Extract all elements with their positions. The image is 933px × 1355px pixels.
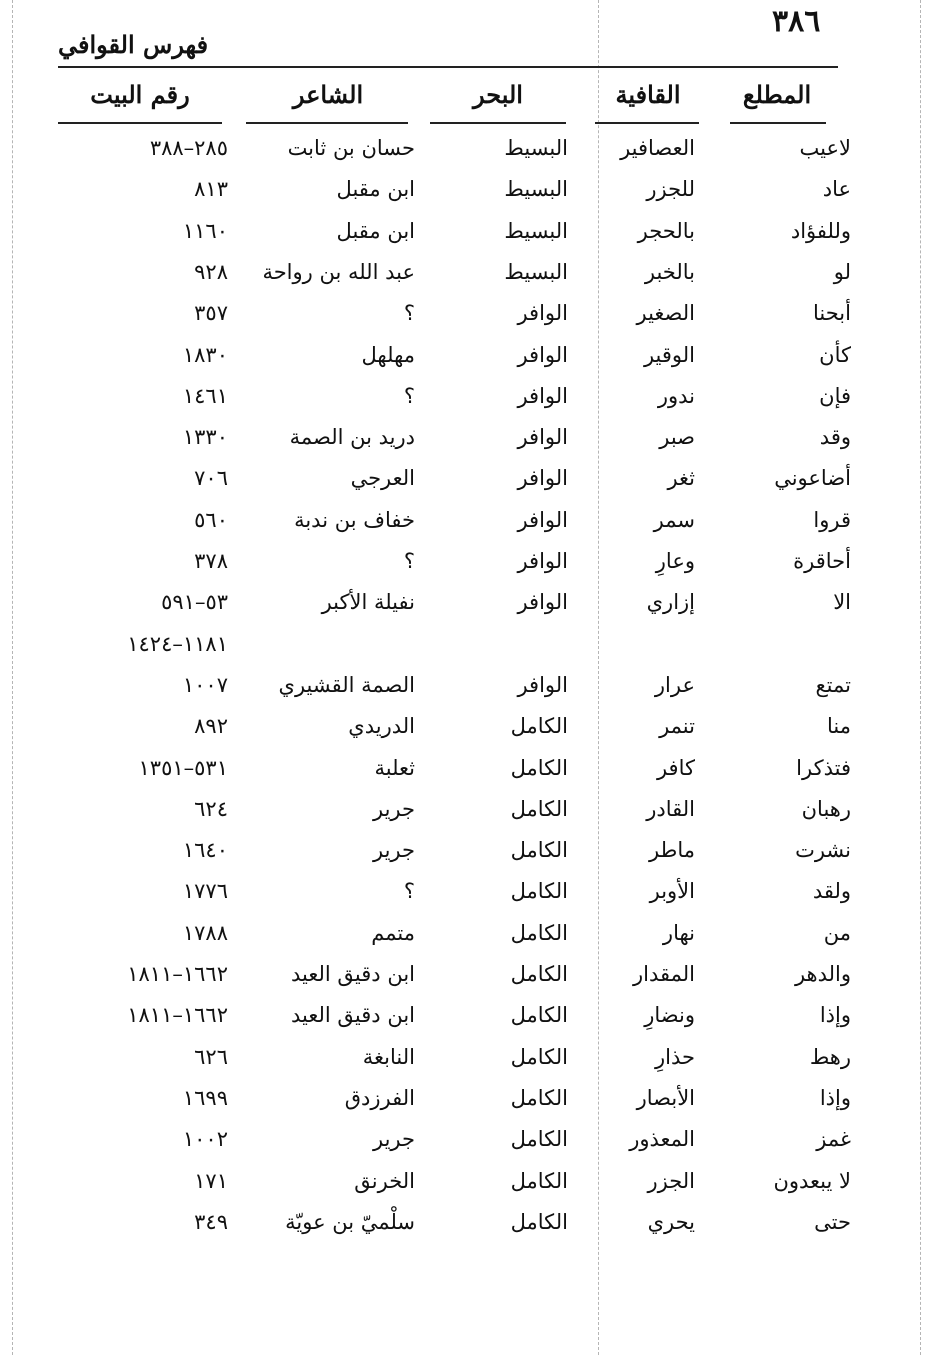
row-matla: غمز	[816, 1127, 851, 1152]
row-matla: لاعيب	[799, 136, 851, 160]
row-qafia: إزاري	[646, 590, 695, 615]
row-matla: أحاقرة	[793, 549, 851, 573]
row-matla: تمتع	[815, 672, 851, 697]
row-matla: رهط	[809, 1044, 851, 1069]
row-bahr: البسيط	[504, 259, 568, 284]
row-raqm: ٦٢٦	[194, 1044, 228, 1069]
row-matla: أبحنا	[813, 301, 851, 326]
row-qafia: ونضارِ	[644, 1003, 695, 1028]
row-bahr: الكامل	[510, 714, 568, 739]
row-qafia: سمر	[653, 507, 695, 532]
row-shaer: الفرزدق	[344, 1085, 415, 1110]
table-row	[0, 460, 933, 501]
row-shaer: مهلهل	[361, 342, 415, 367]
row-bahr: البسيط	[504, 218, 568, 243]
row-matla: حتى	[814, 1209, 851, 1234]
row-qafia: نهار	[662, 920, 695, 945]
col-header-bahr-underline	[430, 122, 566, 124]
row-shaer: نفيلة الأكبر	[321, 590, 415, 615]
row-shaer: متمم	[371, 920, 415, 945]
row-bahr: الوافر	[517, 342, 568, 367]
row-bahr: الكامل	[510, 1085, 568, 1110]
row-qafia: ندور	[657, 383, 695, 408]
row-raqm: ١٦٤٠	[182, 838, 228, 863]
col-header-shaer: الشاعر	[292, 80, 364, 109]
col-header-shaer-underline	[246, 122, 408, 124]
row-bahr: البسيط	[504, 177, 568, 202]
row-bahr: الكامل	[510, 1209, 568, 1234]
row-shaer: ابن مقبل	[336, 218, 415, 243]
row-qafia: صبر	[659, 425, 695, 450]
row-raqm: ١٠٠٢	[182, 1127, 228, 1152]
row-raqm: ١٣٣٠	[182, 425, 228, 450]
table-row	[0, 1204, 933, 1245]
row-matla: وقد	[819, 425, 851, 450]
row-shaer: جرير	[373, 838, 415, 863]
row-bahr: الوافر	[517, 507, 568, 532]
row-shaer: الخرنق	[354, 1168, 415, 1193]
row-matla: وإذا	[819, 1003, 851, 1028]
row-matla: أضاعوني	[774, 466, 851, 491]
row-shaer: النابغة	[362, 1044, 415, 1069]
row-bahr: الكامل	[510, 1168, 568, 1193]
row-bahr: الكامل	[510, 920, 568, 945]
row-raqm: ٢٨٥–٣٨٨	[149, 136, 228, 160]
row-shaer: ابن دقيق العيد	[291, 962, 415, 986]
row-raqm: ٣٤٩	[194, 1209, 228, 1234]
row-matla: رهبان	[801, 796, 851, 821]
table-row	[0, 419, 933, 460]
row-raqm: ٥٣–٥٩١	[161, 590, 228, 615]
row-shaer: عبد الله بن رواحة	[262, 259, 415, 284]
row-matla: ولقد	[812, 879, 851, 904]
row-shaer: خفاف بن ندبة	[294, 507, 415, 532]
row-qafia: عرار	[654, 672, 695, 697]
row-qafia: القادر	[646, 796, 695, 821]
row-matla: عاد	[822, 177, 851, 202]
row-raqm: ١٦٦٢–١٨١١	[127, 1003, 228, 1028]
row-shaer: ابن دقيق العيد	[291, 1003, 415, 1028]
table-row	[0, 130, 933, 171]
table-row	[0, 1121, 933, 1162]
row-raqm: ١٦٩٩	[182, 1085, 228, 1110]
table-row	[0, 832, 933, 873]
row-qafia: كافر	[656, 755, 695, 780]
page-number: ٣٨٦	[772, 4, 821, 39]
row-raqm: ١٧٧٦	[182, 879, 228, 904]
row-qafia: الصغير	[636, 301, 695, 326]
table-row	[0, 997, 933, 1038]
row-shaer: ثعلبة	[374, 755, 415, 780]
row-shaer: ؟	[403, 549, 415, 573]
row-matla: فإن	[819, 383, 851, 408]
row-shaer: الدريدي	[348, 714, 415, 739]
table-row	[0, 1039, 933, 1080]
row-bahr: البسيط	[504, 136, 568, 160]
row-raqm: ٦٢٤	[194, 796, 228, 821]
row-qafia: الأوبر	[649, 879, 695, 904]
col-header-raqm-underline	[58, 122, 222, 124]
table-row	[0, 626, 933, 667]
row-qafia: بالحجر	[637, 218, 695, 243]
row-bahr: الكامل	[510, 1003, 568, 1028]
row-qafia: العصافير	[620, 136, 695, 160]
row-raqm: ١٨٣٠	[182, 342, 228, 367]
row-shaer: جرير	[373, 1127, 415, 1152]
col-header-qafia: القافية	[615, 80, 681, 109]
row-raqm: ١٦٦٢–١٨١١	[127, 962, 228, 986]
row-bahr: الكامل	[510, 796, 568, 821]
row-raqm: ٣٥٧	[194, 301, 228, 326]
table-row	[0, 337, 933, 378]
row-bahr: الكامل	[510, 879, 568, 904]
table-row	[0, 915, 933, 956]
row-matla: فتذكرا	[796, 755, 851, 780]
row-bahr: الوافر	[517, 425, 568, 450]
row-shaer: حسان بن ثابت	[287, 136, 415, 160]
row-shaer: العرجي	[350, 466, 415, 491]
row-qafia: الجزر	[647, 1168, 695, 1193]
row-matla: منا	[827, 714, 851, 739]
row-bahr: الكامل	[510, 1127, 568, 1152]
row-shaer: ؟	[403, 301, 415, 326]
row-matla: قروا	[813, 507, 851, 532]
page-title: فهرس القوافي	[58, 30, 209, 59]
table-row	[0, 584, 933, 625]
row-raqm: ٥٣١–١٣٥١	[138, 755, 228, 780]
table-row	[0, 708, 933, 749]
row-shaer: ابن مقبل	[336, 177, 415, 202]
col-header-bahr: البحر	[473, 80, 523, 109]
row-bahr: الكامل	[510, 962, 568, 986]
row-matla: والدهر	[794, 962, 851, 986]
col-header-raqm: رقم البيت	[90, 80, 190, 109]
row-bahr: الوافر	[517, 383, 568, 408]
row-matla: وإذا	[819, 1085, 851, 1110]
table-row	[0, 254, 933, 295]
row-shaer: سلْميّ بن عويّة	[285, 1209, 415, 1234]
row-raqm: ٩٢٨	[194, 259, 228, 284]
row-raqm: ٨١٣	[194, 177, 228, 202]
row-bahr: الكامل	[510, 755, 568, 780]
col-header-matla: المطلع	[742, 80, 812, 109]
row-bahr: الكامل	[510, 838, 568, 863]
row-raqm: ١٧٨٨	[182, 920, 228, 945]
row-shaer: دريد بن الصمة	[289, 425, 415, 450]
row-bahr: الوافر	[517, 301, 568, 326]
row-shaer: ؟	[403, 383, 415, 408]
row-shaer: ؟	[403, 879, 415, 904]
col-header-qafia-underline	[595, 122, 699, 124]
row-shaer: جرير	[373, 796, 415, 821]
table-row	[0, 213, 933, 254]
row-matla: وللفؤاد	[790, 218, 851, 243]
header-rule	[58, 66, 838, 68]
row-qafia: الأبصار	[636, 1085, 695, 1110]
row-raqm: ١١٦٠	[182, 218, 228, 243]
table-row	[0, 543, 933, 584]
table-row	[0, 791, 933, 832]
row-raqm: ١١٨١–١٤٢٤	[127, 631, 228, 656]
table-row	[0, 1080, 933, 1121]
row-shaer: الصمة القشيري	[278, 672, 415, 697]
row-bahr: الوافر	[517, 672, 568, 697]
row-matla: لو	[833, 259, 851, 284]
row-matla: الا	[833, 590, 851, 615]
table-row	[0, 502, 933, 543]
col-header-matla-underline	[730, 122, 826, 124]
row-raqm: ٧٠٦	[194, 466, 228, 491]
row-qafia: ثغر	[667, 466, 695, 491]
row-bahr: الوافر	[517, 590, 568, 615]
row-matla: لا يبعدون	[773, 1168, 851, 1193]
row-matla: من	[823, 920, 851, 945]
row-bahr: الوافر	[517, 466, 568, 491]
row-raqm: ٨٩٢	[194, 714, 228, 739]
table-row	[0, 667, 933, 708]
table-row	[0, 873, 933, 914]
row-raqm: ٣٧٨	[194, 549, 228, 573]
row-matla: نشرت	[795, 838, 851, 863]
row-raqm: ١٤٦١	[182, 383, 228, 408]
table-row	[0, 378, 933, 419]
row-qafia: حذارِ	[655, 1044, 695, 1069]
row-bahr: الكامل	[510, 1044, 568, 1069]
row-qafia: المعذور	[629, 1127, 695, 1152]
table-row	[0, 750, 933, 791]
row-qafia: الوقير	[643, 342, 695, 367]
table-row	[0, 1163, 933, 1204]
row-raqm: ١٠٠٧	[182, 672, 228, 697]
row-raqm: ٥٦٠	[194, 507, 228, 532]
table-row	[0, 956, 933, 997]
row-qafia: يحري	[647, 1209, 695, 1234]
row-qafia: المقدار	[633, 962, 695, 986]
table-row	[0, 171, 933, 212]
row-qafia: ماطر	[649, 838, 695, 863]
row-matla: كأن	[819, 342, 851, 367]
row-raqm: ١٧١	[194, 1168, 228, 1193]
table-row	[0, 295, 933, 336]
row-qafia: وعارِ	[655, 549, 695, 573]
row-bahr: الوافر	[517, 549, 568, 573]
row-qafia: تنمر	[659, 714, 695, 739]
row-qafia: بالخبر	[644, 259, 695, 284]
row-qafia: للجزر	[646, 177, 695, 202]
